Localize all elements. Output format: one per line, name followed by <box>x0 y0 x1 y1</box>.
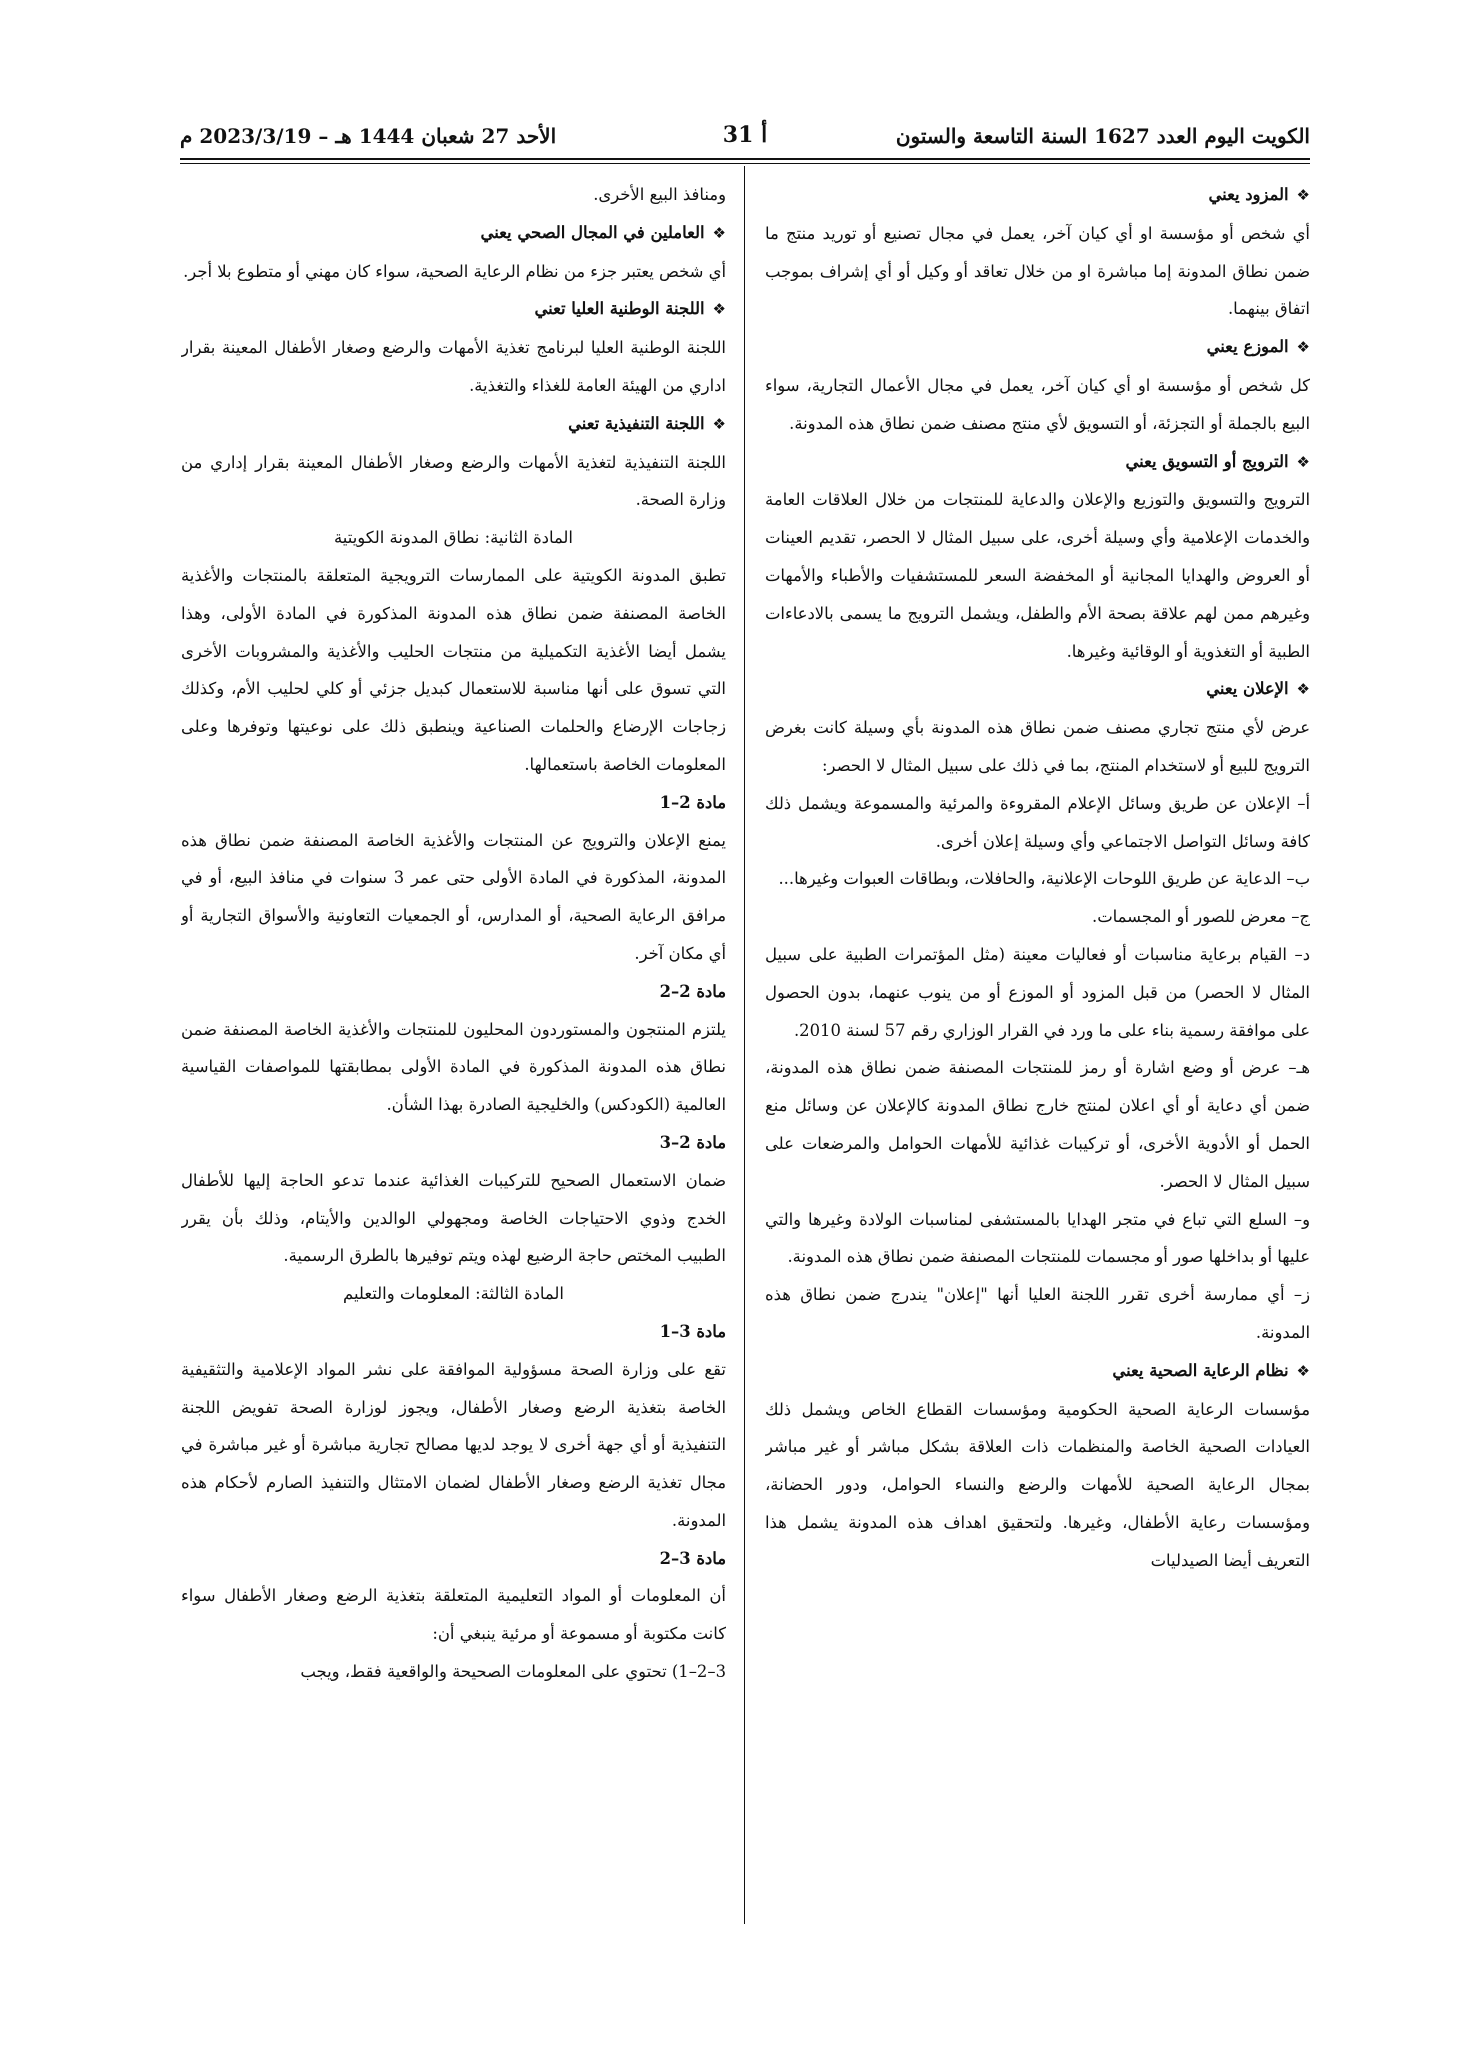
paragraph: تقع على وزارة الصحة مسؤولية الموافقة على نشر المواد الإعلامية والتثقيفية الخاصة بتغذية الرضع وصغار الأطفال، ويجوز لوزارة الصحة تفويض اللجنة التنفيذية أو أي جهة أخرى لا يوجد لديها مصالح تجارية مباشرة أو غير مباشرة في مجال تغذية الرضع وصغار الأطفال لضمان الامتثال والتنفيذ الصارم لأحكام هذه المدونة. <box>181 1359 726 1530</box>
paragraph: تطبق المدونة الكويتية على الممارسات الترويجية المتعلقة بالمنتجات والأغذية الخاصة المصنفة ضمن نطاق هذه المدونة المذكورة في المادة الأولى، وهذا يشمل أيضا الأغذية التكميلية من منتجات الحليب والأغذية والمشروبات الأخرى التي تسوق على أنها مناسبة للاستعمال كبديل جزئي أو كلي لحليب الأم، وكذلك زجاجات الإرضاع والحلمات الصناعية وينطبق ذلك على نوعيتها وتوفرها وعلى المعلومات الخاصة باستعمالها. <box>181 565 726 774</box>
heading-text: العاملين في المجال الصحي يعني <box>480 222 705 242</box>
page-number: أ 31 <box>722 122 768 148</box>
paragraph: اللجنة التنفيذية لتغذية الأمهات والرضع وصغار الأطفال المعينة بقرار إداري من وزارة الصحة. <box>181 452 726 510</box>
paragraph: ز– أي ممارسة أخرى تقرر اللجنة العليا أنها "إعلان" يندرج ضمن نطاق هذه المدونة. <box>765 1285 1310 1342</box>
paragraph: 3–2–1) تحتوي على المعلومات الصحيحة والواقعية فقط، ويجب <box>300 1662 726 1682</box>
paragraph: عرض لأي منتج تجاري مصنف ضمن نطاق هذه المدونة بأي وسيلة كانت بغرض الترويج للبيع أو لاستخدام المنتج، بما في ذلك على سبيل المثال لا الحصر: <box>765 718 1310 775</box>
heading-text: المزود يعني <box>1208 185 1289 204</box>
definition-heading <box>765 443 1310 482</box>
heading-text: الإعلان يعني <box>1206 679 1289 699</box>
header-rule-thin <box>180 163 1310 164</box>
chapter-title: المادة الثانية: نطاق المدونة الكويتية <box>334 528 573 548</box>
article-number: مادة 3–1 <box>659 1321 726 1341</box>
diamond-bullet-icon: ❖ <box>712 223 726 242</box>
heading-text: الترويج أو التسويق يعني <box>1125 451 1289 471</box>
header-rule <box>180 158 1310 160</box>
paragraph: ومنافذ البيع الأخرى. <box>593 185 726 204</box>
right-column <box>765 176 1310 1924</box>
diamond-bullet-icon: ❖ <box>1296 338 1310 357</box>
header-date: الأحد 27 شعبان 1444 هـ – 2023/3/19 م <box>180 124 557 148</box>
article-number: مادة 2–1 <box>659 792 726 812</box>
diamond-bullet-icon: ❖ <box>1296 1361 1310 1380</box>
paragraph: اللجنة الوطنية العليا لبرنامج تغذية الأمهات والرضع وصغار الأطفال المعينة بقرار اداري من الهيئة العامة للغذاء والتغذية. <box>181 338 726 395</box>
diamond-bullet-icon: ❖ <box>712 300 726 319</box>
paragraph: مؤسسات الرعاية الصحية الحكومية ومؤسسات القطاع الخاص ويشمل ذلك العيادات الصحية الخاصة والمنظمات ذات العلاقة بشكل مباشر أو غير مباشر بمجال الرعاية الصحية للأمهات والرضع والنساء الحوامل، ودور الحضانة، ومؤسسات رعاية الأطفال، وغيرها. ولتحقيق اهداف هذه المدونة يشمل هذا التعريف أيضا الصيدليات <box>765 1399 1310 1570</box>
page-header <box>180 118 1310 158</box>
article-number: مادة 2–3 <box>659 1132 726 1152</box>
header-issue: الكويت اليوم العدد 1627 السنة التاسعة والستون <box>895 124 1310 148</box>
definition-heading <box>765 670 1310 709</box>
paragraph: أي شخص أو مؤسسة او أي كيان آخر، يعمل في مجال تصنيع أو توريد منتج ما ضمن نطاق المدونة إما مباشرة او من خلال تعاقد أو وكيل أو أي إشراف بموجب اتفاق بينهما. <box>765 223 1310 319</box>
paragraph: أن المعلومات أو المواد التعليمية المتعلقة بتغذية الرضع وصغار الأطفال سواء كانت مكتوبة أو مسموعة أو مرئية ينبغي أن: <box>181 1586 726 1644</box>
heading-text: الموزع يعني <box>1206 337 1289 357</box>
paragraph: ضمان الاستعمال الصحيح للتركيبات الغذائية عندما تدعو الحاجة إليها للأطفال الخدج وذوي الاحتياجات الخاصة ومجهولي الوالدين والأيتام، وذلك بأن يقرر الطبيب المختص حاجة الرضيع لهذه ويتم توفيرها بالطرق الرسمية. <box>181 1170 726 1266</box>
column-divider <box>744 166 745 1924</box>
heading-text: اللجنة الوطنية العليا تعني <box>534 299 705 319</box>
paragraph: كل شخص أو مؤسسة او أي كيان آخر، يعمل في مجال الأعمال التجارية، سواء البيع بالجملة أو التجزئة، أو التسويق لأي منتج مصنف ضمن نطاق هذه المدونة. <box>765 375 1310 433</box>
definition-heading <box>181 290 726 329</box>
paragraph: يلتزم المنتجون والمستوردون المحليون للمنتجات والأغذية الخاصة المصنفة ضمن نطاق هذه المدونة المذكورة في المادة الأولى بمطابقتها للمواصفات القياسية العالمية (الكودكس) والخليجية الصادرة بهذا الشأن. <box>181 1019 726 1115</box>
definition-heading <box>181 214 726 253</box>
paragraph: يمنع الإعلان والترويج عن المنتجات والأغذية الخاصة المصنفة ضمن نطاق هذه المدونة، المذكورة في المادة الأولى حتى عمر 3 سنوات في منافذ البيع، أو في مرافق الرعاية الصحية، أو المدارس، أو الجمعيات التعاونية والأسواق التجارية أو أي مكان آخر. <box>181 830 726 963</box>
paragraph: ب– الدعاية عن طريق اللوحات الإعلانية، والحافلات، وبطاقات العبوات وغيرها... <box>778 869 1310 889</box>
diamond-bullet-icon: ❖ <box>712 414 726 433</box>
definition-heading <box>765 328 1310 367</box>
left-column <box>181 176 726 1924</box>
paragraph: د– القيام برعاية مناسبات أو فعاليات معينة (مثل المؤتمرات الطبية على سبيل المثال لا الحصر) من قبل المزود أو الموزع أو من ينوب عنهما، بدون الحصول على موافقة رسمية بناء على ما ورد في القرار الوزاري رقم 57 لسنة 2010. <box>765 944 1310 1040</box>
diamond-bullet-icon: ❖ <box>1296 452 1310 471</box>
chapter-title: المادة الثالثة: المعلومات والتعليم <box>343 1284 564 1304</box>
paragraph: هـ– عرض أو وضع اشارة أو رمز للمنتجات المصنفة ضمن نطاق هذه المدونة، ضمن أي دعاية أو أي اعلان لمنتج خارج نطاق المدونة كالإعلان عن وسائل منع الحمل أو الأدوية الأخرى، أو تركيبات غذائية للأمهات الحوامل والمرضعات على سبيل المثال لا الحصر. <box>765 1058 1310 1191</box>
definition-heading <box>765 176 1310 215</box>
paragraph: أي شخص يعتبر جزء من نظام الرعاية الصحية، سواء كان مهني أو متطوع بلا أجر. <box>183 261 726 281</box>
paragraph: أ– الإعلان عن طريق وسائل الإعلام المقروءة والمرئية والمسموعة ويشمل ذلك كافة وسائل التواصل الاجتماعي وأي وسيلة إعلان أخرى. <box>765 793 1310 851</box>
definition-heading <box>181 405 726 444</box>
article-number: مادة 2–2 <box>659 981 726 1001</box>
article-number: مادة 3–2 <box>659 1548 726 1568</box>
heading-text: نظام الرعاية الصحية يعني <box>1112 1360 1289 1380</box>
paragraph: و– السلع التي تباع في متجر الهدايا بالمستشفى لمناسبات الولادة وغيرها والتي عليها أو بداخلها صور أو مجسمات للمنتجات المصنفة ضمن نطاق هذه المدونة. <box>765 1209 1310 1267</box>
diamond-bullet-icon: ❖ <box>1296 680 1310 699</box>
heading-text: اللجنة التنفيذية تعني <box>568 413 705 433</box>
paragraph: الترويج والتسويق والتوزيع والإعلان والدعاية للمنتجات من خلال العلاقات العامة والخدمات الإعلامية وأي وسيلة أخرى، على سبيل المثال لا الحصر، تقديم العينات أو العروض والهدايا المجانية أو المخفضة السعر للمستشفيات والأطباء والأمهات وغيرهم ممن لهم علاقة بصحة الأم والطفل، ويشمل الترويج ما يسمى بالادعاءات الطبية أو التغذوية أو الوقائية وغيرها. <box>765 490 1310 661</box>
paragraph: ج– معرض للصور أو المجسمات. <box>1092 907 1310 927</box>
definition-heading <box>765 1352 1310 1391</box>
diamond-bullet-icon: ❖ <box>1296 186 1310 204</box>
